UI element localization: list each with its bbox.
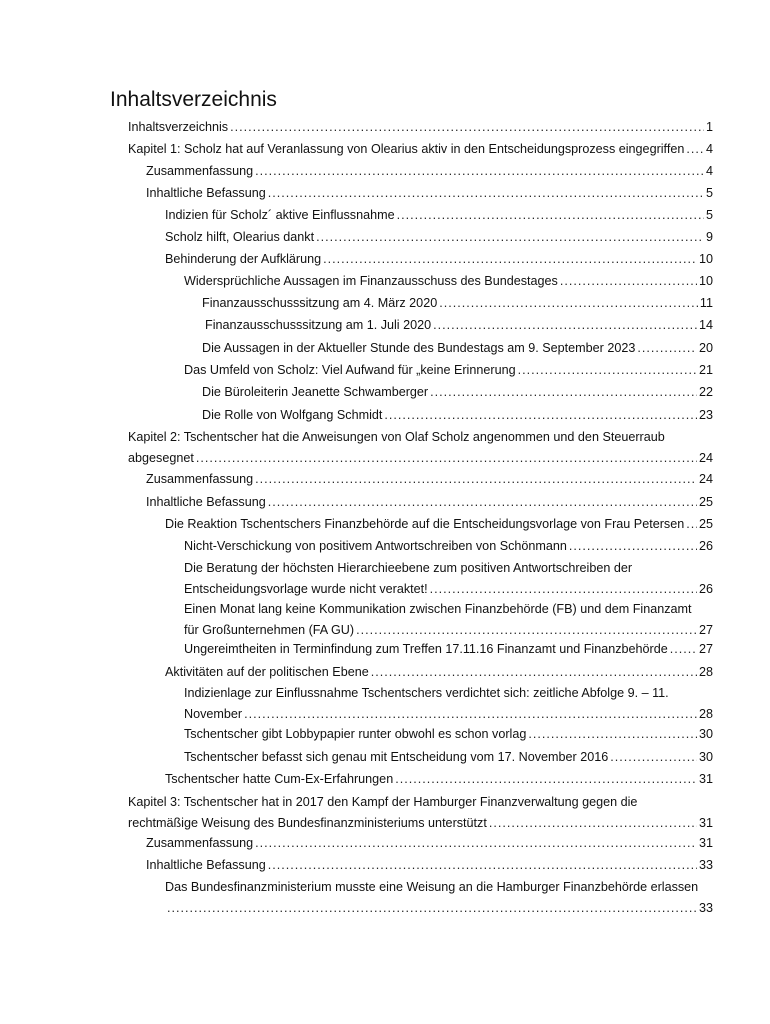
toc-entry[interactable] xyxy=(128,117,713,138)
leader-dots xyxy=(196,448,697,469)
toc-entry[interactable] xyxy=(165,227,713,248)
toc-entry-page: 14 xyxy=(698,318,713,332)
toc-entry-page: 4 xyxy=(705,142,713,156)
toc-entry-title: November xyxy=(184,707,243,721)
toc-entry-title-line1: Das Bundesfinanzministerium musste eine Weisung an die Hamburger Finanzbehörde erlassen xyxy=(165,880,699,894)
toc-entry[interactable] xyxy=(205,315,713,336)
toc-entry-title: Aktivitäten auf der politischen Ebene xyxy=(165,665,369,679)
toc-entry-title: Inhaltsverzeichnis xyxy=(128,120,229,134)
toc-entry[interactable] xyxy=(165,205,713,226)
toc-entry[interactable] xyxy=(146,469,713,490)
leader-dots xyxy=(255,161,704,182)
toc-entry-page: 31 xyxy=(698,772,713,786)
leader-dots xyxy=(686,514,697,535)
toc-entry-title: Tschentscher hatte Cum-Ex-Erfahrungen xyxy=(165,772,394,786)
leader-dots xyxy=(610,747,697,768)
toc-entry-page: 25 xyxy=(698,495,713,509)
leader-dots xyxy=(430,382,697,403)
leader-dots xyxy=(255,469,697,490)
toc-entry[interactable] xyxy=(146,855,713,876)
toc-entry[interactable] xyxy=(146,492,713,513)
leader-dots xyxy=(268,183,704,204)
toc-entry-title: Tschentscher gibt Lobbypapier runter obwohl es schon vorlag xyxy=(184,727,527,741)
toc-entry-title: Finanzausschusssitzung am 4. März 2020 xyxy=(202,296,438,310)
toc-entry-page: 5 xyxy=(705,186,713,200)
leader-dots xyxy=(569,536,697,557)
toc-entry[interactable] xyxy=(146,161,713,182)
toc-entry-title-line1: Kapitel 2: Tschentscher hat die Anweisungen von Olaf Scholz angenommen und den Steuerraub xyxy=(128,430,665,444)
toc-entry-title: für Großunternehmen (FA GU) xyxy=(184,623,355,637)
toc-entry-title: Zusammenfassung xyxy=(146,836,254,850)
leader-dots xyxy=(430,579,697,600)
toc-entry-title: Zusammenfassung xyxy=(146,164,254,178)
toc-entry-page: 4 xyxy=(705,164,713,178)
toc-entry-page: 1 xyxy=(705,120,713,134)
leader-dots xyxy=(230,117,704,138)
leader-dots xyxy=(489,813,697,834)
toc-entry-title: Die Aussagen in der Aktueller Stunde des Bundestags am 9. September 2023 xyxy=(202,341,636,355)
toc-entry[interactable] xyxy=(202,293,713,314)
toc-entry-title: Nicht-Verschickung von positivem Antwortschreiben von Schönmann xyxy=(184,539,567,553)
toc-entry[interactable] xyxy=(128,427,713,469)
leader-dots xyxy=(244,704,697,725)
leader-dots xyxy=(686,139,704,160)
toc-entry-title: Das Umfeld von Scholz: Viel Aufwand für „keine Erinnerung xyxy=(184,363,516,377)
toc-entry-page: 24 xyxy=(698,451,713,465)
toc-entry-title: Entscheidungsvorlage wurde nicht veraktet! xyxy=(184,582,428,596)
toc-entry[interactable] xyxy=(128,792,713,834)
leader-dots xyxy=(255,833,697,854)
leader-dots xyxy=(518,360,697,381)
leader-dots xyxy=(397,205,704,226)
toc-entry[interactable] xyxy=(165,769,713,790)
leader-dots xyxy=(268,855,697,876)
toc-entry-title: Inhaltliche Befassung xyxy=(146,186,266,200)
toc-entry-title: Scholz hilft, Olearius dankt xyxy=(165,230,315,244)
toc-entry-title-line1: Kapitel 3: Tschentscher hat in 2017 den Kampf der Hamburger Finanzverwaltung gegen die xyxy=(128,795,638,809)
toc-entry[interactable] xyxy=(202,405,713,426)
leader-dots xyxy=(356,620,697,641)
toc-entry-page: 20 xyxy=(698,341,713,355)
toc-entry-title: Die Büroleiterin Jeanette Schwamberger xyxy=(202,385,429,399)
toc-entry[interactable] xyxy=(184,599,713,641)
toc-entry-page: 5 xyxy=(705,208,713,222)
toc-entry-page: 31 xyxy=(698,816,713,830)
leader-dots xyxy=(528,724,697,745)
toc-entry[interactable] xyxy=(146,833,713,854)
leader-dots xyxy=(433,315,697,336)
toc-entry[interactable] xyxy=(165,877,713,919)
toc-entry-title: Zusammenfassung xyxy=(146,472,254,486)
leader-dots xyxy=(670,639,697,660)
toc-entry-title-line1: Indizienlage zur Einflussnahme Tschentschers verdichtet sich: zeitliche Abfolge 9. – 11. xyxy=(184,686,669,700)
toc-entry[interactable] xyxy=(165,514,713,535)
toc-entry[interactable] xyxy=(128,139,713,160)
toc-entry-page: 30 xyxy=(698,727,713,741)
toc-entry-title: rechtmäßige Weisung des Bundesfinanzministeriums unterstützt xyxy=(128,816,487,830)
toc-entry-page: 26 xyxy=(698,539,713,553)
leader-dots xyxy=(371,662,697,683)
toc-entry-title: Finanzausschusssitzung am 1. Juli 2020 xyxy=(205,318,432,332)
toc-entry-page: 28 xyxy=(698,665,713,679)
toc-entry-page: 28 xyxy=(698,707,713,721)
toc-entry[interactable] xyxy=(165,249,713,270)
leader-dots xyxy=(560,271,697,292)
toc-entry-title: Indizien für Scholz´ aktive Einflussnahme xyxy=(165,208,395,222)
toc-entry-page: 9 xyxy=(705,230,713,244)
toc-entry-page: 24 xyxy=(698,472,713,486)
toc-entry-title: Inhaltliche Befassung xyxy=(146,858,266,872)
leader-dots xyxy=(439,293,698,314)
toc-entry-title: Kapitel 1: Scholz hat auf Veranlassung von Olearius aktiv in den Entscheidungsprozess eingegriffen xyxy=(128,142,685,156)
toc-entry-page: 33 xyxy=(698,901,713,915)
toc-entry[interactable] xyxy=(184,639,713,660)
toc-entry-page: 23 xyxy=(698,408,713,422)
toc-entry[interactable] xyxy=(184,558,713,600)
toc-entry-page: 10 xyxy=(698,274,713,288)
toc-entry-page: 26 xyxy=(698,582,713,596)
toc-entry-title: Die Rolle von Wolfgang Schmidt xyxy=(202,408,383,422)
toc-entry-title-line1: Die Beratung der höchsten Hierarchieebene zum positiven Antwortschreiben der xyxy=(184,561,633,575)
toc-entry-page: 27 xyxy=(698,642,713,656)
toc-entry[interactable] xyxy=(202,338,713,359)
toc-entry-title-line1: Einen Monat lang keine Kommunikation zwischen Finanzbehörde (FB) und dem Finanzamt xyxy=(184,602,692,616)
toc-entry-title: Behinderung der Aufklärung xyxy=(165,252,322,266)
leader-dots xyxy=(637,338,697,359)
toc-entry-title: Ungereimtheiten in Terminfindung zum Treffen 17.11.16 Finanzamt und Finanzbehörde xyxy=(184,642,668,656)
toc-entry-title: abgesegnet xyxy=(128,451,194,465)
toc-entry[interactable] xyxy=(146,183,713,204)
leader-dots xyxy=(167,898,697,919)
toc-entry[interactable] xyxy=(165,662,713,683)
toc-entry-title: Inhaltliche Befassung xyxy=(146,495,266,509)
toc-entry-page: 11 xyxy=(699,296,713,310)
toc-entry-title: Die Reaktion Tschentschers Finanzbehörde auf die Entscheidungsvorlage von Frau Petersen xyxy=(165,517,685,531)
toc-entry-title: Widersprüchliche Aussagen im Finanzausschuss des Bundestages xyxy=(184,274,558,288)
toc-entry[interactable] xyxy=(184,724,713,745)
leader-dots xyxy=(323,249,697,270)
toc-entry-page: 22 xyxy=(698,385,713,399)
toc-entry[interactable] xyxy=(184,360,713,381)
leader-dots xyxy=(384,405,697,426)
toc-entry[interactable] xyxy=(184,271,713,292)
toc-entry-page: 27 xyxy=(698,623,713,637)
leader-dots xyxy=(395,769,697,790)
leader-dots xyxy=(316,227,704,248)
toc-heading: Inhaltsverzeichnis xyxy=(110,88,277,111)
toc-entry-page: 10 xyxy=(698,252,713,266)
toc-entry-page: 31 xyxy=(698,836,713,850)
toc-entry[interactable] xyxy=(184,747,713,768)
toc-entry[interactable] xyxy=(184,683,713,725)
toc-entry-title: Tschentscher befasst sich genau mit Entscheidung vom 17. November 2016 xyxy=(184,750,609,764)
toc-entry-page: 21 xyxy=(698,363,713,377)
leader-dots xyxy=(268,492,697,513)
toc-entry[interactable] xyxy=(184,536,713,557)
toc-entry-page: 30 xyxy=(698,750,713,764)
toc-entry-page: 33 xyxy=(698,858,713,872)
toc-entry[interactable] xyxy=(202,382,713,403)
toc-entry-page: 25 xyxy=(698,517,713,531)
